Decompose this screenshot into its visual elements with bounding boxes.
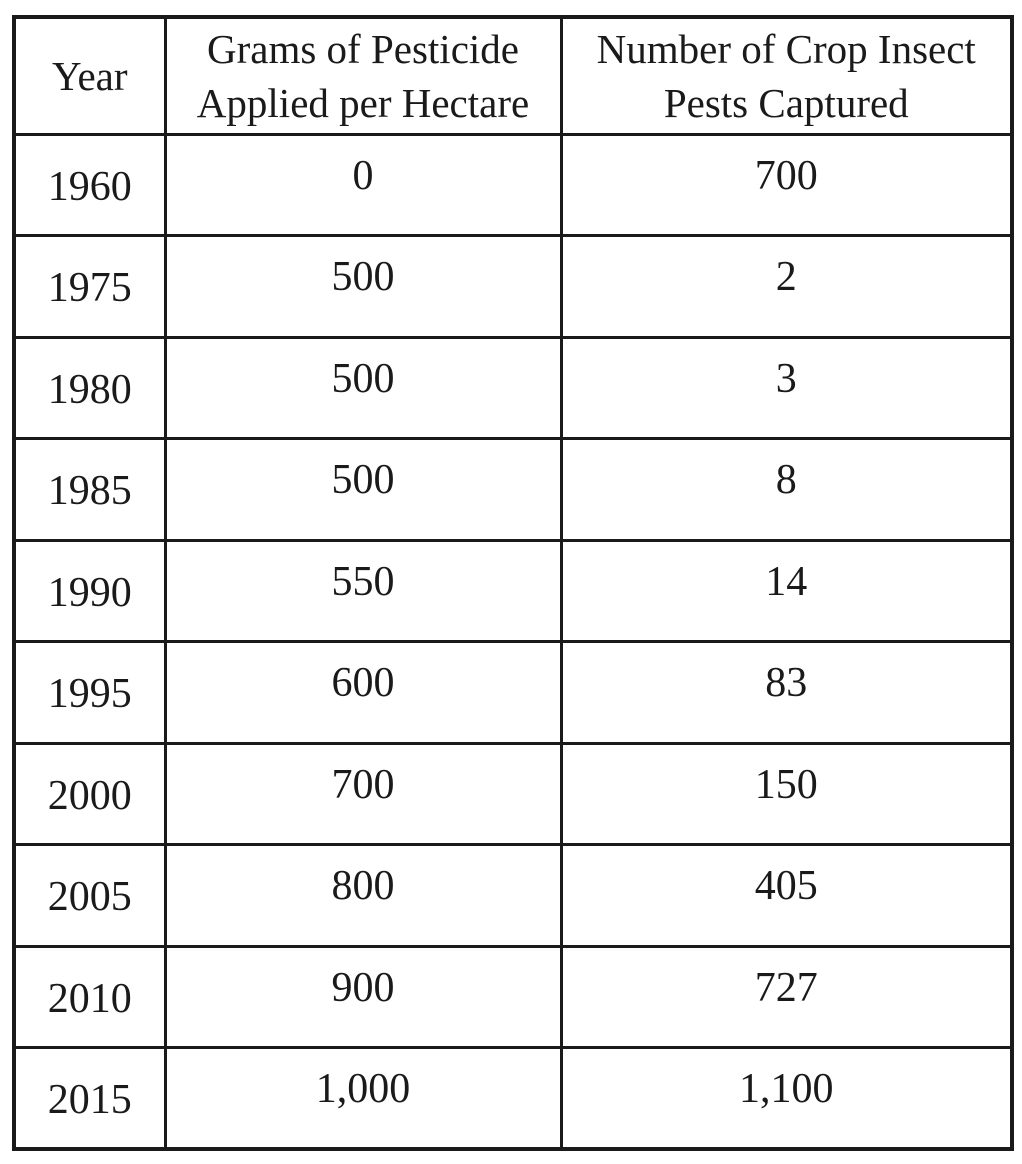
year-cell: 2000 [14,743,165,845]
year-cell: 1975 [14,236,165,338]
table-row [14,845,1012,947]
pests-cell: 3 [561,337,1012,439]
header-pests-captured [561,17,1012,134]
pests-cell: 83 [561,642,1012,744]
pesticide-pests-table [12,15,1014,1151]
year-cell: 2015 [14,1048,165,1150]
grams-cell: 500 [165,236,561,338]
header-year [14,17,165,134]
year-cell: 1990 [14,540,165,642]
year-cell: 1960 [14,134,165,236]
table-row [14,236,1012,338]
grams-cell: 550 [165,540,561,642]
table-row [14,946,1012,1048]
grams-cell: 600 [165,642,561,744]
pests-cell: 1,100 [561,1048,1012,1150]
grams-cell: 500 [165,439,561,541]
pests-cell: 727 [561,946,1012,1048]
header-grams-pesticide [165,17,561,134]
pests-cell: 2 [561,236,1012,338]
year-cell: 2005 [14,845,165,947]
table-row [14,337,1012,439]
table-row [14,642,1012,744]
header-year-line-1: Year [51,52,128,99]
table-row [14,134,1012,236]
grams-cell: 500 [165,337,561,439]
header-pests-line-1: Number of Crop Insect [596,25,976,72]
year-cell: 2010 [14,946,165,1048]
year-cell: 1995 [14,642,165,744]
table-row [14,439,1012,541]
header-grams-line-1: Grams of Pesticide [207,25,519,72]
grams-cell: 700 [165,743,561,845]
header-row [14,17,1012,134]
grams-cell: 800 [165,845,561,947]
pests-cell: 14 [561,540,1012,642]
table-row [14,1048,1012,1150]
table-row [14,743,1012,845]
pests-cell: 150 [561,743,1012,845]
pests-cell: 8 [561,439,1012,541]
year-cell: 1980 [14,337,165,439]
grams-cell: 0 [165,134,561,236]
pests-cell: 700 [561,134,1012,236]
table-row [14,540,1012,642]
grams-cell: 1,000 [165,1048,561,1150]
header-pests-line-2: Pests Captured [663,79,909,126]
grams-cell: 900 [165,946,561,1048]
header-grams-line-2: Applied per Hectare [196,79,530,126]
pests-cell: 405 [561,845,1012,947]
year-cell: 1985 [14,439,165,541]
